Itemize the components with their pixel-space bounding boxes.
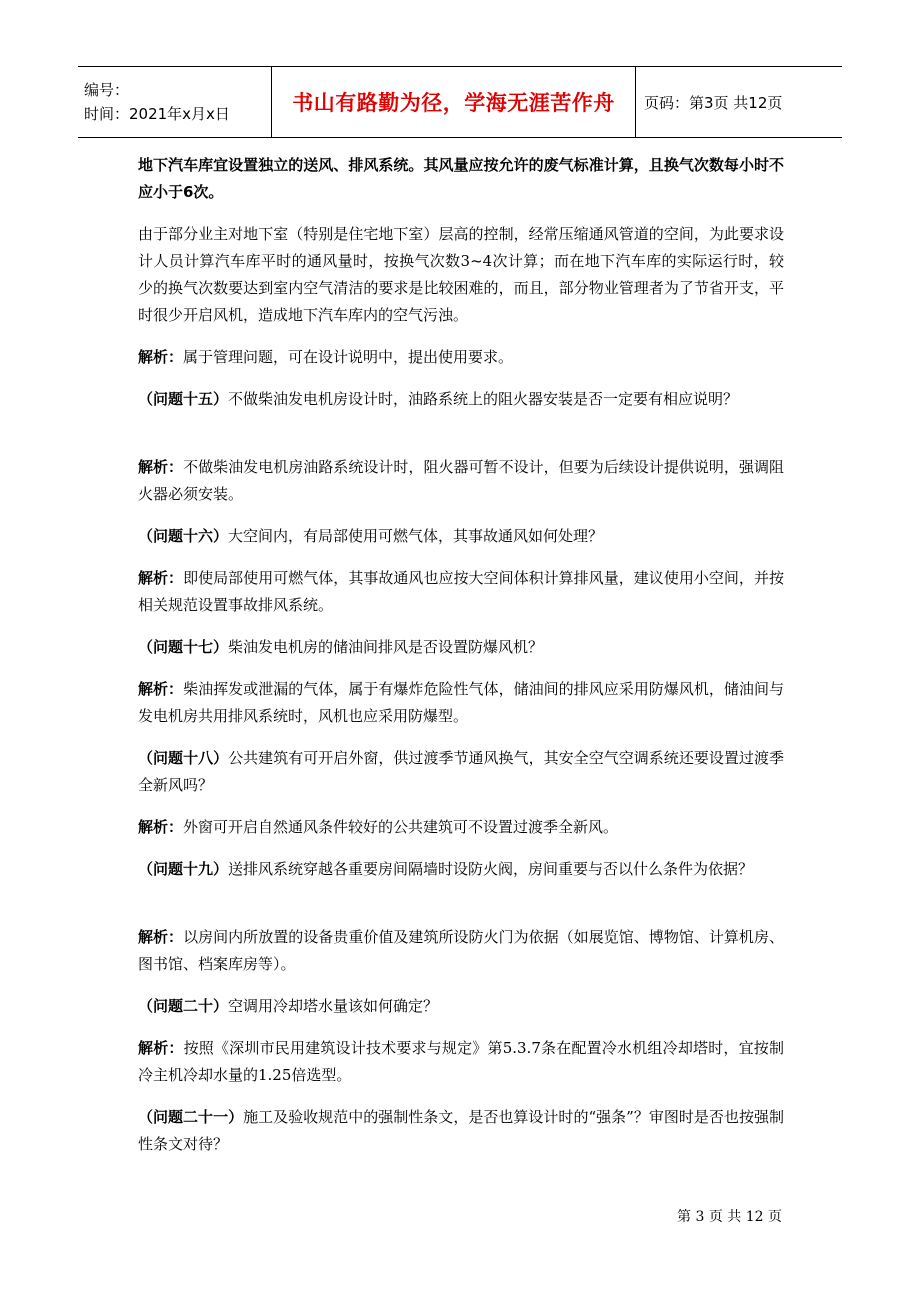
answer-text: 柴油挥发或泄漏的气体，属于有爆炸危险性气体，储油间的排风应采用防爆风机，储油间与发电机房共用排风系统时，风机也应采用防爆型。 — [138, 680, 784, 725]
question-label: （问题二十一） — [138, 1108, 244, 1126]
question-text: 不做柴油发电机房设计时，油路系统上的阻火器安装是否一定要有相应说明？ — [228, 390, 739, 408]
answer-text: 即使局部使用可燃气体，其事故通风也应按大空间体积计算排风量，建议使用小空间，并按相关规范设置事故排风系统。 — [138, 569, 784, 614]
date-label: 时间：2021年x月x日 — [84, 105, 230, 123]
answer-label: 解析： — [138, 928, 184, 946]
page-header — [78, 66, 842, 138]
answer-label: 解析： — [138, 569, 184, 587]
question-paragraph — [138, 1104, 784, 1158]
answer-paragraph — [138, 814, 784, 841]
heading-paragraph: 地下汽车库宜设置独立的送风、排风系统。其风量应按允许的废气标准计算，且换气次数每小时不应小于6次。 — [138, 156, 784, 201]
answer-label: 解析： — [138, 818, 184, 836]
answer-text: 以房间内所放置的设备贵重价值及建筑所设防火门为依据（如展览馆、博物馆、计算机房、图书馆、档案库房等）。 — [138, 928, 784, 973]
question-label: （问题二十） — [138, 997, 229, 1015]
question-label: （问题十八） — [138, 749, 229, 767]
question-paragraph — [138, 993, 784, 1020]
answer-paragraph — [138, 676, 784, 730]
question-text: 送排风系统穿越各重要房间隔墙时设防火阀，房间重要与否以什么条件为依据？ — [228, 860, 754, 878]
question-paragraph — [138, 634, 784, 661]
answer-text: 按照《深圳市民用建筑设计技术要求与规定》第5.3.7条在配置冷水机组冷却塔时，宜按制冷主机冷却水量的1.25倍选型。 — [138, 1039, 784, 1084]
header-page-label: 页码：第3页 共12页 — [644, 93, 783, 112]
answer-label: 解析： — [138, 680, 184, 698]
question-text: 大空间内，有局部使用可燃气体，其事故通风如何处理？ — [228, 527, 604, 545]
answer-paragraph — [138, 565, 784, 619]
question-paragraph — [138, 523, 784, 550]
answer-paragraph — [138, 344, 784, 371]
answer-label: 解析： — [138, 348, 184, 366]
answer-text: 不做柴油发电机房油路系统设计时，阻火器可暂不设计，但要为后续设计提供说明，强调阻火器必须安装。 — [138, 458, 784, 503]
answer-label: 解析： — [138, 1039, 184, 1057]
question-label: （问题十九） — [138, 860, 229, 878]
answer-paragraph — [138, 924, 784, 978]
question-text: 公共建筑有可开启外窗，供过渡季节通风换气，其安全空气空调系统还要设置过渡季全新风吗？ — [138, 749, 784, 794]
question-text: 柴油发电机房的储油间排风是否设置防爆风机？ — [228, 638, 544, 656]
number-label: 编号： — [84, 81, 130, 99]
question-paragraph — [138, 386, 784, 413]
question-paragraph — [138, 745, 784, 799]
answer-text: 外窗可开启自然通风条件较好的公共建筑可不设置过渡季全新风。 — [183, 818, 619, 836]
header-motto: 书山有路勤为径，学海无涯苦作舟 — [271, 67, 636, 137]
document-body — [138, 152, 784, 1158]
answer-label: 解析： — [138, 458, 184, 476]
question-label: （问题十七） — [138, 638, 229, 656]
header-left-cell — [78, 67, 271, 137]
body-paragraph: 由于部分业主对地下室（特别是住宅地下室）层高的控制，经常压缩通风管道的空间，为此要求设计人员计算汽车库平时的通风量时，按换气次数3~4次计算；而在地下汽车库的实际运行时，较少的换气次数要达到室内空气清洁的要求是比较困难的，而且，部分物业管理者为了节省开支，平时很少开启风机，造成地下汽车库内的空气污浊。 — [138, 225, 784, 324]
question-label: （问题十六） — [138, 527, 229, 545]
question-text: 空调用冷却塔水量该如何确定？ — [228, 997, 439, 1015]
page-footer: 第 3 页 共 12 页 — [677, 1209, 782, 1225]
answer-paragraph — [138, 1035, 784, 1089]
answer-paragraph — [138, 454, 784, 508]
answer-text: 属于管理问题，可在设计说明中，提出使用要求。 — [183, 348, 514, 366]
question-label: （问题十五） — [138, 390, 229, 408]
question-paragraph — [138, 856, 784, 883]
question-text: 施工及验收规范中的强制性条文，是否也算设计时的“强条”？审图时是否也按强制性条文对待？ — [138, 1108, 784, 1153]
